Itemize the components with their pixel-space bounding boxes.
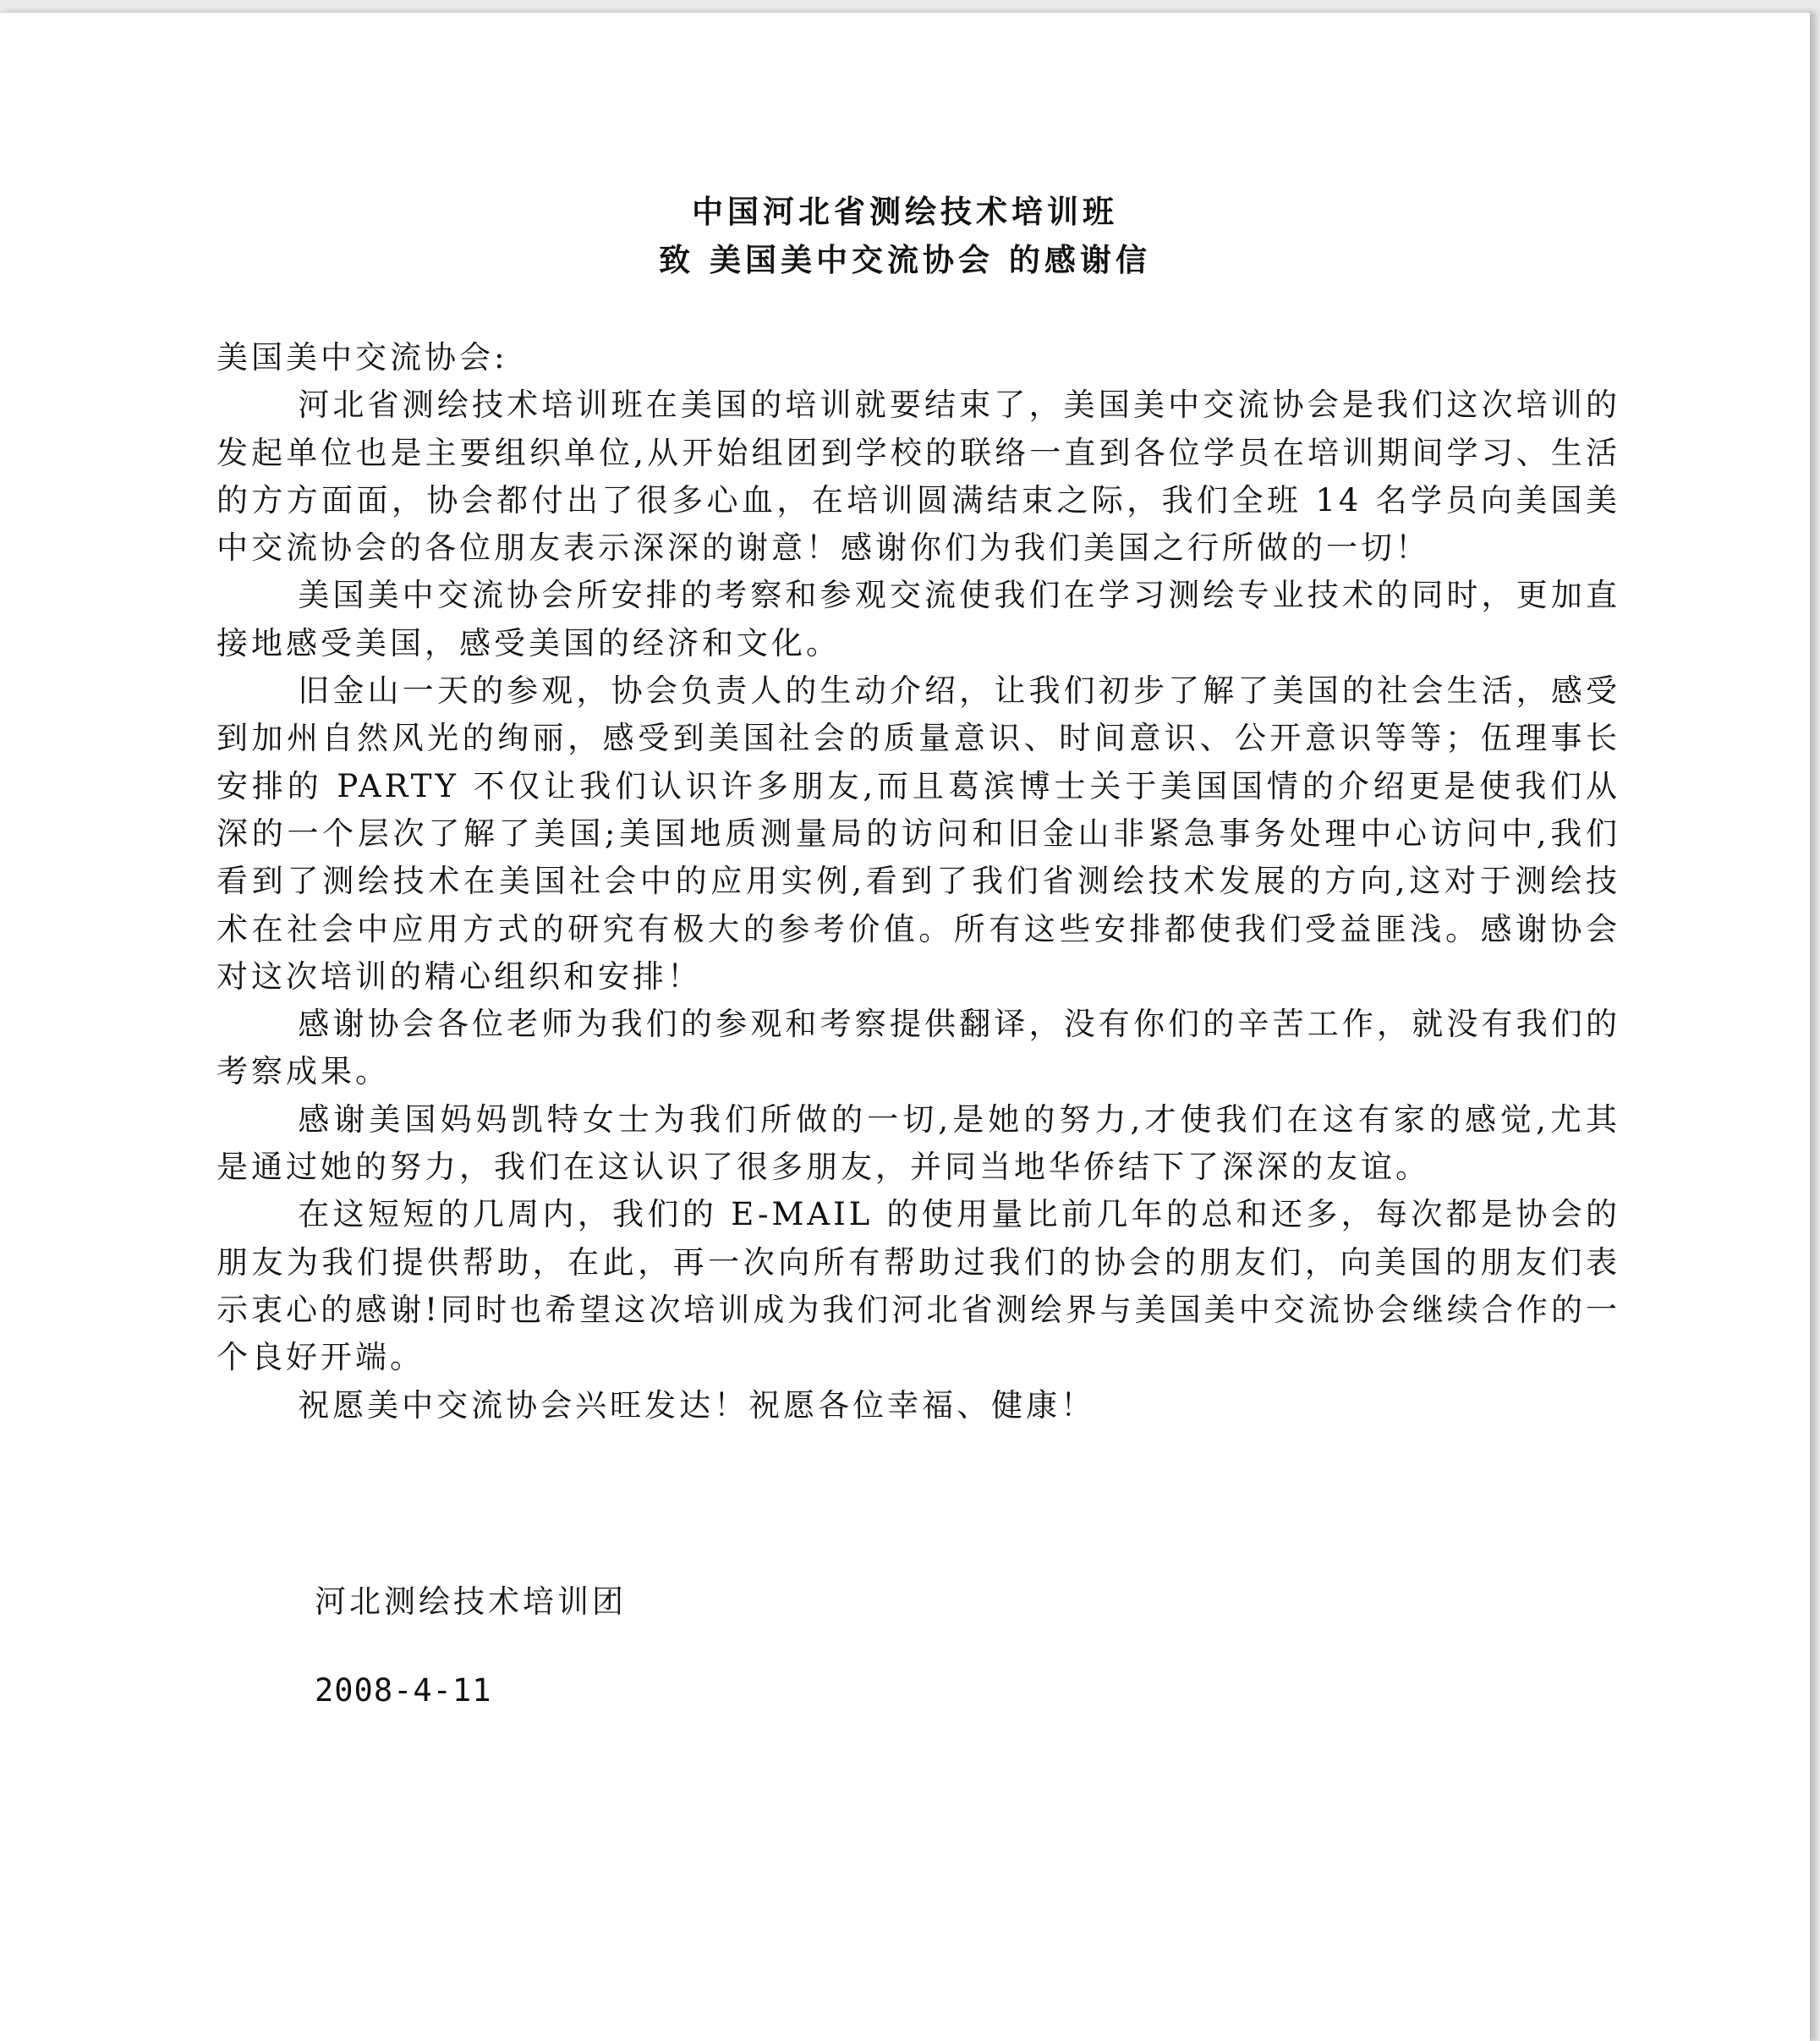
letter-title-line1: 中国河北省测绘技术培训班 xyxy=(692,193,1118,230)
paragraph-5: 感谢美国妈妈凯特女士为我们所做的一切,是她的努力,才使我们在这有家的感觉,尤其是通过她的努力，我们在这认识了很多朋友，并同当地华侨结下了深深的友谊。 xyxy=(217,1100,1620,1186)
paragraph-7: 祝愿美中交流协会兴旺发达！祝愿各位幸福、健康！ xyxy=(298,1386,1096,1424)
letter-date: 2008-4-11 xyxy=(315,1672,492,1709)
salutation: 美国美中交流协会: xyxy=(217,339,508,376)
paragraph-3: 旧金山一天的参观，协会负责人的生动介绍，让我们初步了解了美国的社会生活，感受到加州自然风光的绚丽，感受到美国社会的质量意识、时间意识、公开意识等等；伍理事长安排的 PARTY 不仅让我们认识许多朋友,而且葛滨博士关于美国国情的介绍更是使我们从深的一个层次了解了美国;美国地质测量局的访问和旧金山非紧急事务处理中心访问中,我们看到了测绘技术在美国社会中的应用实例,看到了我们省测绘技术发展的方向,这对于测绘技术在社会中应用方式的研究有极大的参考价值。所有这些安排都使我们受益匪浅。感谢协会对这次培训的精心组织和安排！ xyxy=(217,672,1620,995)
signature: 河北测绘技术培训团 xyxy=(315,1583,627,1620)
paragraph-6: 在这短短的几周内，我们的 E-MAIL 的使用量比前几年的总和还多，每次都是协会的朋友为我们提供帮助，在此，再一次向所有帮助过我们的协会的朋友们，向美国的朋友们表示衷心的感谢!同时也希望这次培训成为我们河北省测绘界与美国美中交流协会继续合作的一个良好开端。 xyxy=(217,1196,1620,1376)
letter-body xyxy=(217,334,1620,1429)
paragraph-4: 感谢协会各位老师为我们的参观和考察提供翻译，没有你们的辛苦工作，就没有我们的考察成果。 xyxy=(217,1006,1620,1090)
letter-title-line2: 致 美国美中交流协会 的感谢信 xyxy=(659,241,1151,278)
paragraph-1: 河北省测绘技术培训班在美国的培训就要结束了，美国美中交流协会是我们这次培训的发起单位也是主要组织单位,从开始组团到学校的联络一直到各位学员在培训期间学习、生活的方方面面，协会都付出了很多心血，在培训圆满结束之际，我们全班 14 名学员向美国美中交流协会的各位朋友表示深深的谢意！感谢你们为我们美国之行所做的一切！ xyxy=(217,387,1620,567)
paragraph-2: 美国美中交流协会所安排的考察和参观交流使我们在学习测绘专业技术的同时，更加直接地感受美国，感受美国的经济和文化。 xyxy=(217,577,1620,661)
document-page xyxy=(0,12,1811,2041)
